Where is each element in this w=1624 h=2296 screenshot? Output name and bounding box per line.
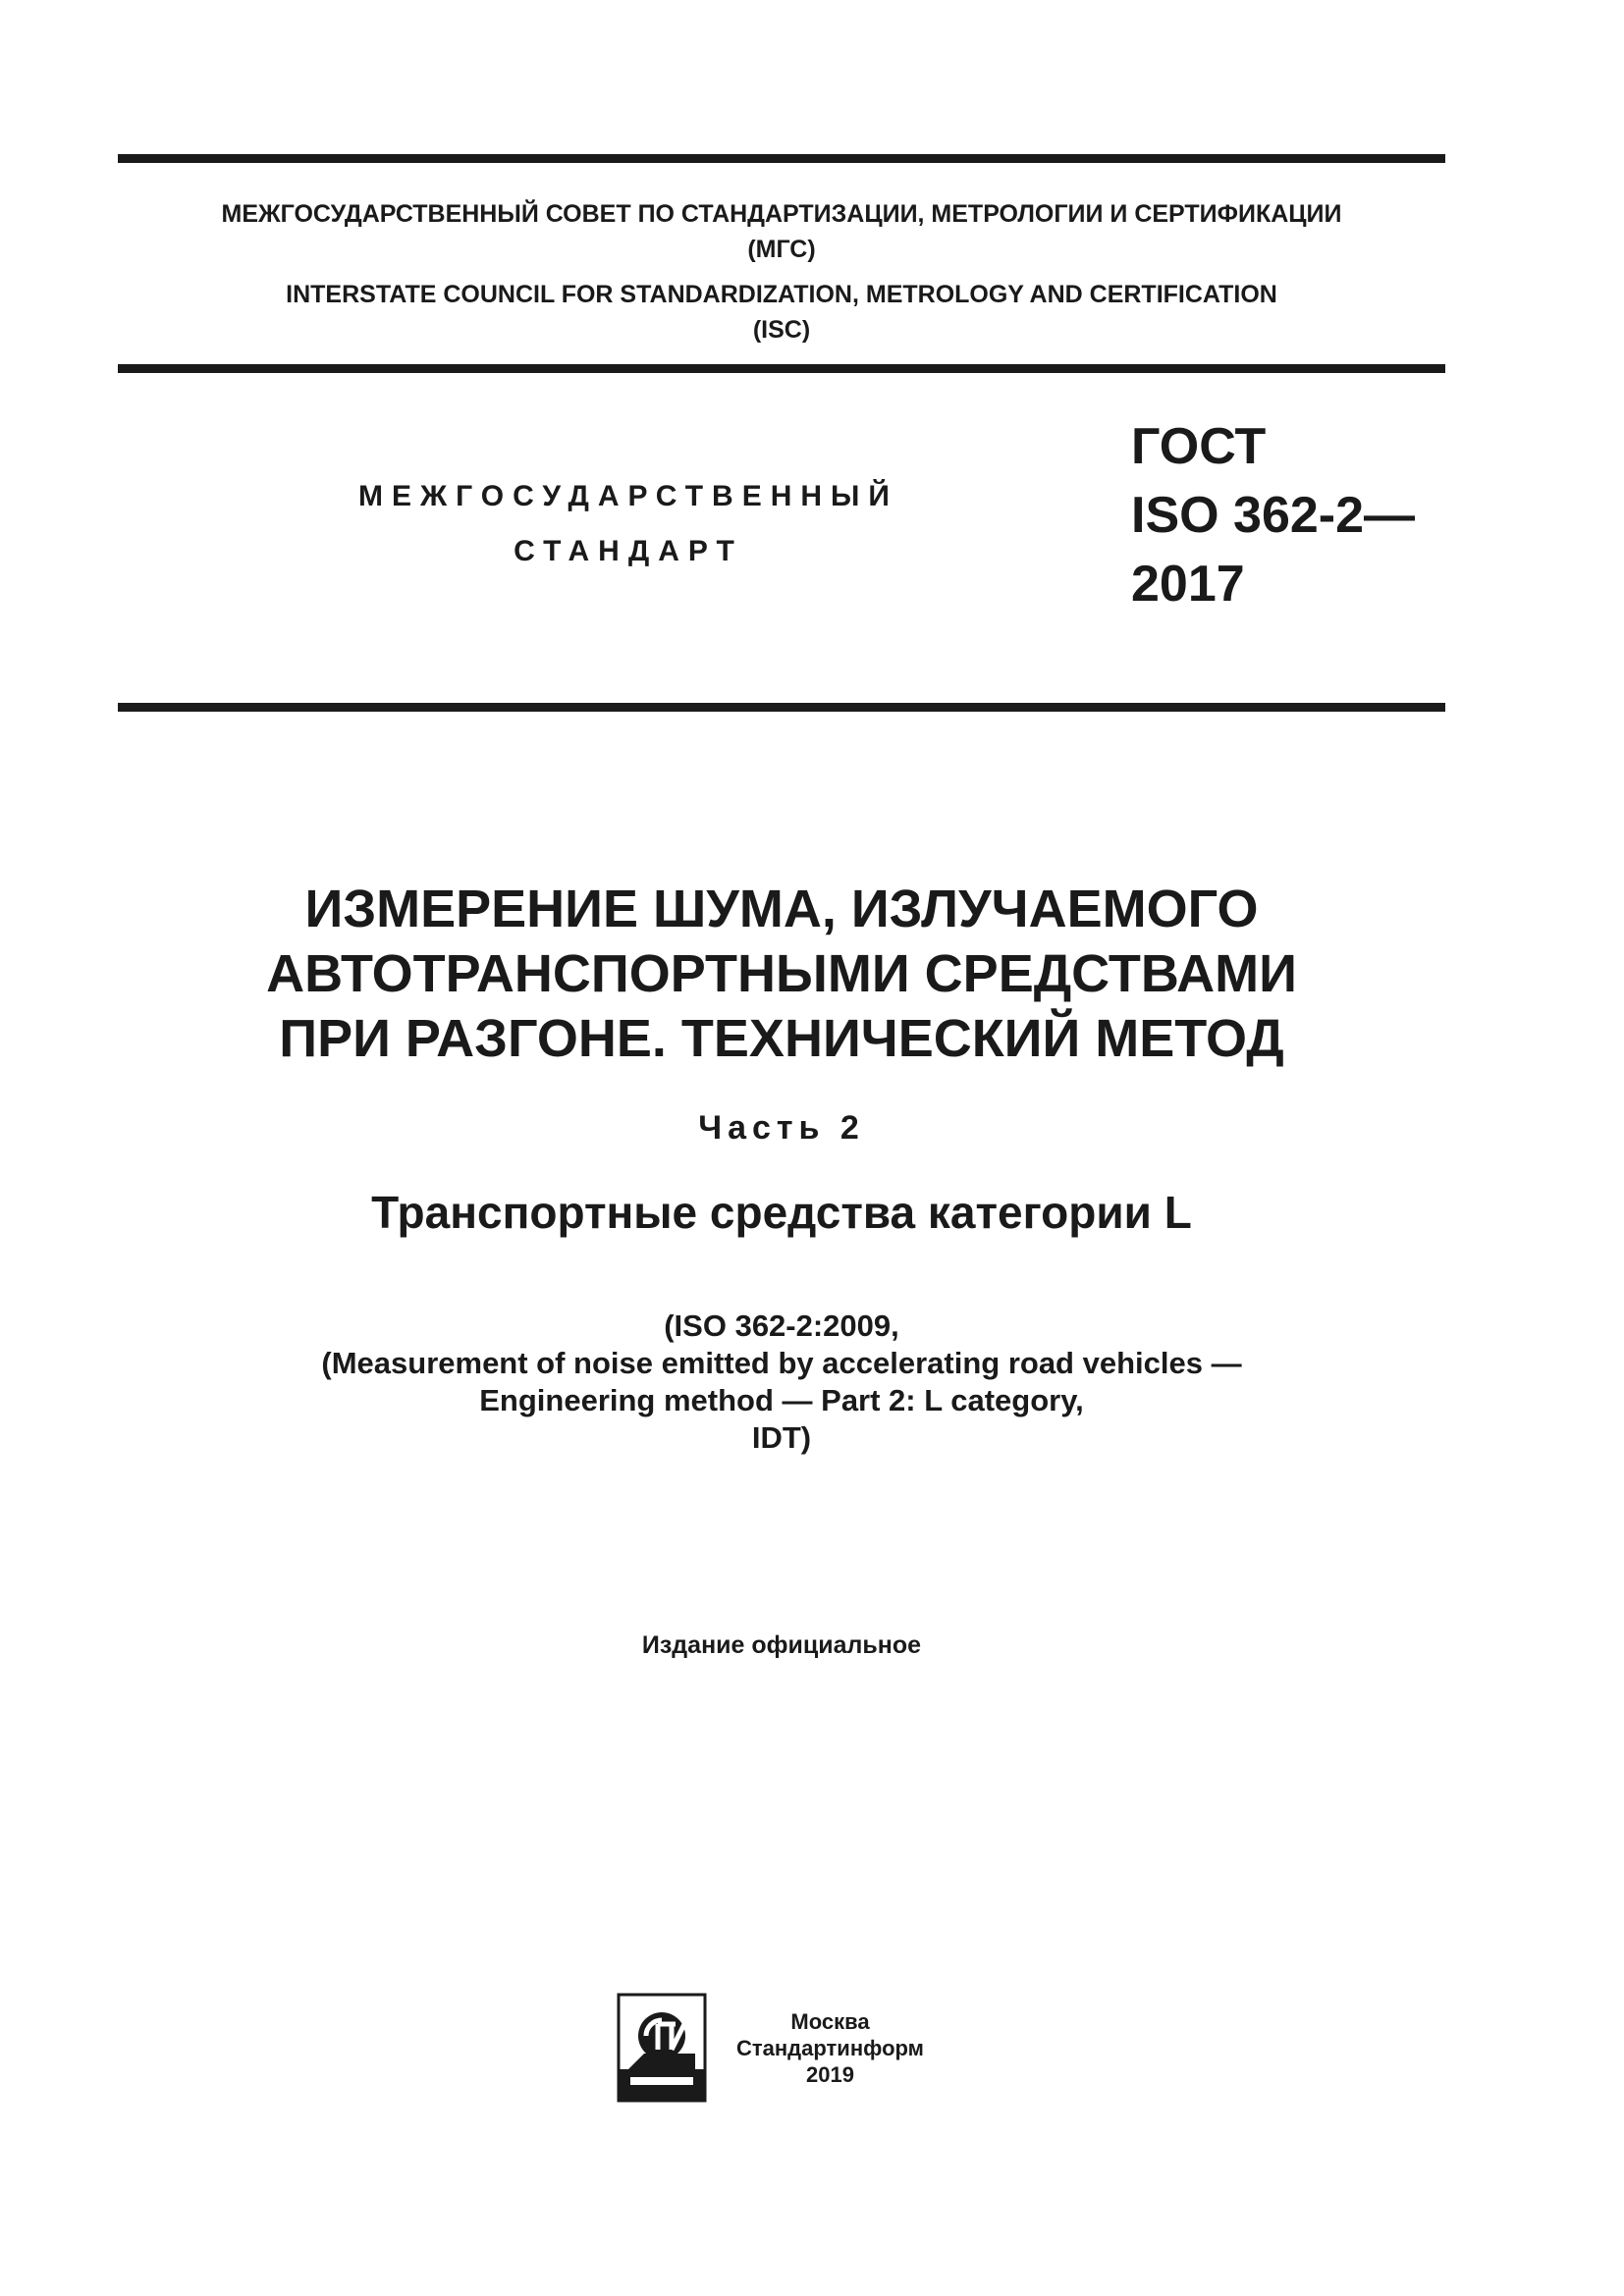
- standard-designation: [1131, 412, 1415, 618]
- iso-reference: [118, 1308, 1445, 1457]
- designation-line3: 2017: [1131, 556, 1245, 613]
- designation-line2: ISO 362-2—: [1131, 487, 1416, 544]
- section-rule: [118, 703, 1445, 712]
- title-line1: ИЗМЕРЕНИЕ ШУМА, ИЗЛУЧАЕМОГО: [304, 880, 1259, 938]
- publisher-city: Москва: [790, 2008, 870, 2034]
- title-line2: АВТОТРАНСПОРТНЫМИ СРЕДСТВАМИ: [266, 944, 1297, 1003]
- designation-line1: ГОСТ: [1131, 418, 1267, 475]
- council-en-name: INTERSTATE COUNCIL FOR STANDARDIZATION, METROLOGY AND CERTIFICATION: [286, 281, 1277, 308]
- council-ru: [118, 196, 1445, 267]
- title-line3: ПРИ РАЗГОНЕ. ТЕХНИЧЕСКИЙ МЕТОД: [279, 1009, 1284, 1068]
- standartinform-logo-icon: [617, 1993, 707, 2103]
- edition-label: Издание официальное: [641, 1631, 922, 1659]
- council-ru-abbr: (МГС): [747, 236, 816, 263]
- council-ru-name: МЕЖГОСУДАРСТВЕННЫЙ СОВЕТ ПО СТАНДАРТИЗАЦИИ, МЕТРОЛОГИИ И СЕРТИФИКАЦИИ: [221, 200, 1342, 228]
- publisher-year: 2019: [806, 2061, 854, 2087]
- iso-ref-line4: IDT): [751, 1420, 812, 1455]
- standard-type-line1: МЕЖГОСУДАРСТВЕННЫЙ: [358, 480, 898, 512]
- standard-type-line2: СТАНДАРТ: [514, 535, 743, 567]
- iso-ref-line3: Engineering method — Part 2: L category,: [479, 1383, 1084, 1417]
- iso-ref-line1: (ISO 362-2:2009,: [664, 1308, 899, 1343]
- publisher-name: Стандартинформ: [736, 2035, 924, 2060]
- document-title: [118, 877, 1445, 1071]
- council-en-abbr: (ISC): [752, 316, 811, 344]
- publisher-block: [617, 1993, 924, 2103]
- header-rule: [118, 364, 1445, 373]
- council-en: [118, 277, 1445, 347]
- part-number: Часть 2: [698, 1109, 865, 1147]
- part-subtitle: Транспортные средства категории L: [371, 1187, 1192, 1238]
- standard-type: [285, 469, 972, 579]
- iso-ref-line2: (Measurement of noise emitted by accelerating road vehicles —: [321, 1346, 1242, 1380]
- top-rule: [118, 154, 1445, 163]
- publisher-text: [736, 2008, 924, 2088]
